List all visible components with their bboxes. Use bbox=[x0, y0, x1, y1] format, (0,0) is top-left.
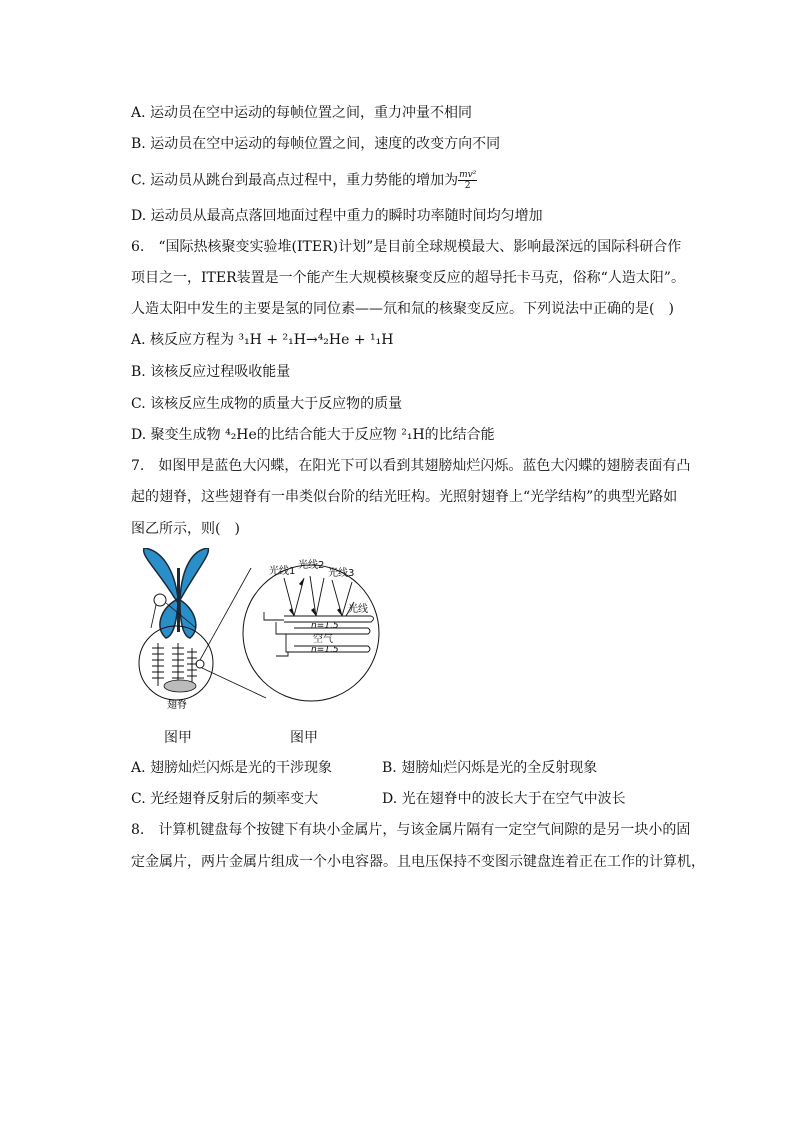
q7-stem-line2: 起的翅脊，这些翅脊有一串类似台阶的结光旺构。光照射翅脊上“光学结构”的典型光路如 bbox=[131, 489, 678, 505]
q5-option-d: D. 运动员从最高点落回地面过程中重力的瞬时功率随时间均匀增加 bbox=[131, 208, 543, 224]
ridge-label: 翅脊 bbox=[167, 700, 187, 711]
q7-option-d: D. 光在翅脊中的波长大于在空气中波长 bbox=[382, 791, 626, 807]
q7-option-a: A. 翅膀灿烂闪烁是光的干涉现象 bbox=[131, 760, 333, 776]
label-air: 空气 bbox=[313, 634, 333, 645]
q6-stem-line3: 人造太阳中发生的主要是氢的同位素——氘和氚的核聚变反应。下列说法中正确的是( ) bbox=[131, 301, 674, 317]
q6-stem-line1: 6. “国际热核聚变实验堆(ITER)计划”是目前全球规模最大、影响最深远的国际科研合作 bbox=[131, 239, 682, 255]
label-ray-1: 光线1 bbox=[269, 566, 296, 577]
figure-caption-left: 图甲 bbox=[164, 730, 192, 746]
q5-option-c-text: C. 运动员从跳台到最高点过程中，重力势能的增加为 bbox=[131, 172, 459, 189]
q7-option-b: B. 翅膀灿烂闪烁是光的全反射现象 bbox=[382, 760, 598, 776]
q6-stem-line2: 项目之一，ITER装置是一个能产生大规模核聚变反应的超导托卡马克，俗称“人造太阳”。 bbox=[131, 270, 685, 286]
figure-caption-right: 图甲 bbox=[290, 730, 318, 746]
q5-option-a: A. 运动员在空中运动的每帧位置之间，重力冲量不相同 bbox=[131, 105, 473, 121]
q6-option-a: A. 核反应方程为 ³₁H + ²₁H→⁴₂He + ¹₁H bbox=[131, 332, 394, 348]
q7-stem-line3: 图乙所示，则( ) bbox=[131, 521, 240, 537]
ridge-magnifier bbox=[139, 626, 213, 711]
q5-option-c-fraction: $\frac{\text{mv²}}{2}$ bbox=[459, 170, 477, 191]
q8-stem-line2: 定金属片，两片金属片组成一个小电容器。且电压保持不变图示键盘连着正在工作的计算机， bbox=[131, 854, 705, 870]
q6-option-b: B. 该核反应过程吸收能量 bbox=[131, 364, 291, 380]
q6-option-d: D. 聚变生成物 ⁴₂He的比结合能大于反应物 ²₁H的比结合能 bbox=[131, 427, 495, 443]
q7-option-c: C. 光经翅脊反射后的频率变大 bbox=[131, 791, 319, 807]
q7-figure bbox=[136, 548, 396, 748]
label-ray-2: 光线2 bbox=[298, 560, 325, 571]
label-ray-4: 光线 bbox=[348, 604, 368, 615]
butterfly-illustration bbox=[144, 548, 209, 638]
optical-path-magnifier bbox=[243, 558, 379, 701]
q7-stem-line1: 7. 如图甲是蓝色大闪蝶，在阳光下可以看到其翅膀灿烂闪烁。蓝色大闪蝶的翅膀表面有凸 bbox=[131, 458, 691, 474]
label-n-upper: n=1.5 bbox=[311, 621, 339, 631]
q8-stem-line1: 8. 计算机键盘每个按键下有块小金属片，与该金属片隔有一定空气间隙的是另一块小的固 bbox=[131, 822, 691, 838]
q5-option-c bbox=[131, 170, 477, 191]
label-n-lower: n=1.5 bbox=[311, 645, 339, 655]
label-ray-3: 光线3 bbox=[328, 568, 355, 579]
q6-option-c: C. 该核反应生成物的质量大于反应物的质量 bbox=[131, 396, 403, 412]
q5-option-b: B. 运动员在空中运动的每帧位置之间，速度的改变方向不同 bbox=[131, 136, 501, 152]
